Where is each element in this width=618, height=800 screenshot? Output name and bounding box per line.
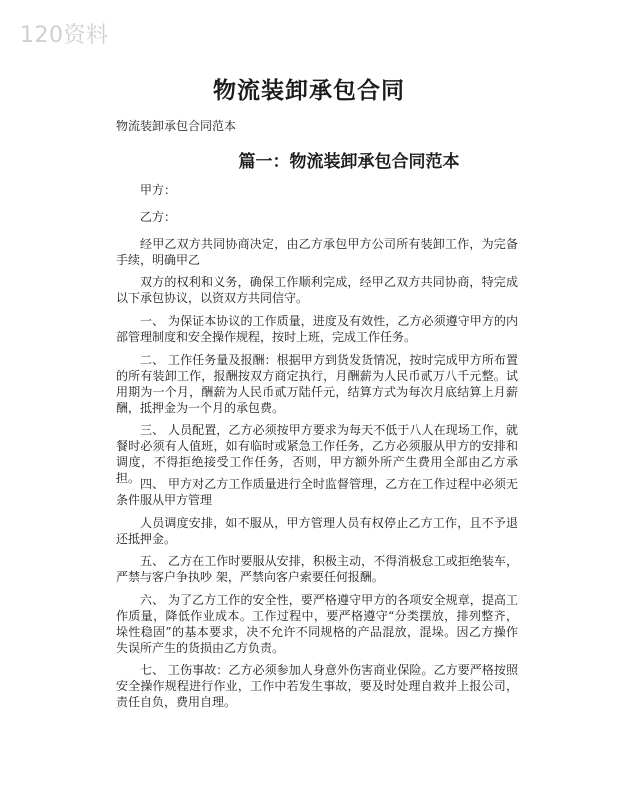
clause-3: 三、 人员配置，乙方必须按甲方要求为每天不低于八人在现场工作，就餐时必须有人值班，如有临时或紧急工作任务，乙方必须服从甲方的安排和调度，不得拒绝接受工作任务，否则，甲方额外所产生费用全部由乙方承担。 bbox=[116, 423, 518, 485]
document-title: 物流装卸承包合同 bbox=[213, 77, 405, 104]
document-subtitle: 物流装卸承包合同范本 bbox=[116, 119, 237, 133]
intro-continuation: 双方的权利和义务，确保工作顺利完成，经甲乙双方共同协商，特完成以下承包协议，以资双方共同信守。 bbox=[116, 275, 518, 305]
clause-6: 六、 为了乙方工作的安全性，要严格遵守甲方的各项安全规章，提高工作质量，降低作业成本。工作过程中，要严格遵守“分类摆放，排列整齐，垛性稳固”的基本要求，决不允许不同规格的产品混放，混垛。因乙方操作失误所产生的货损由乙方负责。 bbox=[116, 593, 518, 655]
clause-5: 五、 乙方在工作时要服从安排，积极主动，不得消极怠工或拒绝装车，严禁与客户争执吵 架，严禁向客户索要任何报酬。 bbox=[116, 554, 518, 584]
clause-4-continuation: 人员调度安排，如不服从，甲方管理人员有权停止乙方工作，且不予退还抵押金。 bbox=[116, 516, 518, 546]
section-title: 篇一：物流装卸承包合同范本 bbox=[238, 152, 460, 172]
clause-4: 四、 甲方对乙方工作质量进行全时监督管理，乙方在工作过程中必须无条件服从甲方管理 bbox=[116, 477, 518, 507]
watermark: 120资料 bbox=[20, 23, 109, 48]
clause-2: 二、 工作任务量及报酬：根据甲方到货发货情况，按时完成甲方所布置的所有装卸工作，报酬按双方商定执行，月酬薪为人民币贰万八千元整。试用期为一个月，酬薪为人民币贰万陆仟元，结算方式为每次月底结算上月薪酬，抵押金为一个月的承包费。 bbox=[116, 353, 518, 415]
intro-paragraph: 经甲乙双方共同协商决定，由乙方承包甲方公司所有装卸工作，为完备手续，明确甲乙 bbox=[116, 237, 518, 267]
clause-1: 一、 为保证本协议的工作质量，进度及有效性，乙方必须遵守甲方的内部管理制度和安全操作规程，按时上班，完成工作任务。 bbox=[116, 314, 518, 344]
clause-7: 七、 工伤事故：乙方必须参加人身意外伤害商业保险。乙方要严格按照安全操作规程进行作业，工作中若发生事故，要及时处理自救并上报公司，责任自负，费用自理。 bbox=[116, 663, 518, 709]
party-b-line: 乙方： bbox=[140, 210, 177, 224]
party-a-line: 甲方： bbox=[140, 183, 177, 197]
